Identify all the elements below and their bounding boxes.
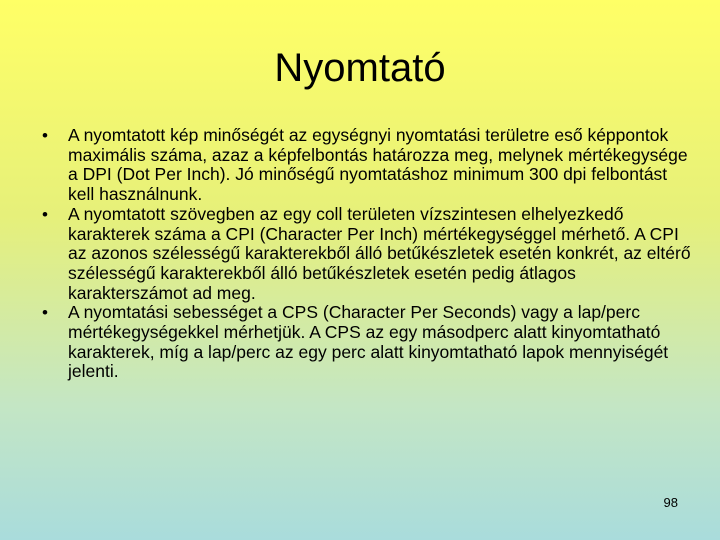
bullet-marker-icon: • (42, 303, 48, 323)
bullet-item-3 (42, 303, 692, 382)
bullet-item-1 (42, 126, 692, 205)
bullet-item-2 (42, 205, 692, 304)
bullet-text: A nyomtatott szövegben az egy coll területen vízszintesen elhelyezkedő karakterek száma a CPI (Character Per Inch) mértékegységgel mérhető. A CPI az azonos szélességű karakterekből álló betűkészletek esetén konkrét, az eltérő szélességű karakterekből álló betűkészletek esetén pedig átlagos karakterszámot ad meg. (68, 203, 691, 303)
bullet-list (42, 126, 692, 382)
bullet-text: A nyomtatott kép minőségét az egységnyi nyomtatási területre eső képpontok maximális száma, azaz a képfelbontás határozza meg, melynek mértékegysége a DPI (Dot Per Inch). Jó minőségű nyomtatáshoz minimum 300 dpi felbontást kell használnunk. (68, 125, 688, 205)
bullet-marker-icon: • (42, 126, 48, 145)
page-number: 98 (663, 495, 678, 510)
bullet-marker-icon: • (42, 204, 48, 224)
slide-title: Nyomtató (274, 46, 446, 90)
bullet-text: A nyomtatási sebességet a CPS (Character Per Seconds) vagy a lap/perc mértékegységekkel mérhetjük. A CPS az egy másodperc alatt kinyomtatható karakterek, míg a lap/perc az egy perc alatt kinyomtatható lapok mennyiségét jelenti. (68, 302, 669, 382)
